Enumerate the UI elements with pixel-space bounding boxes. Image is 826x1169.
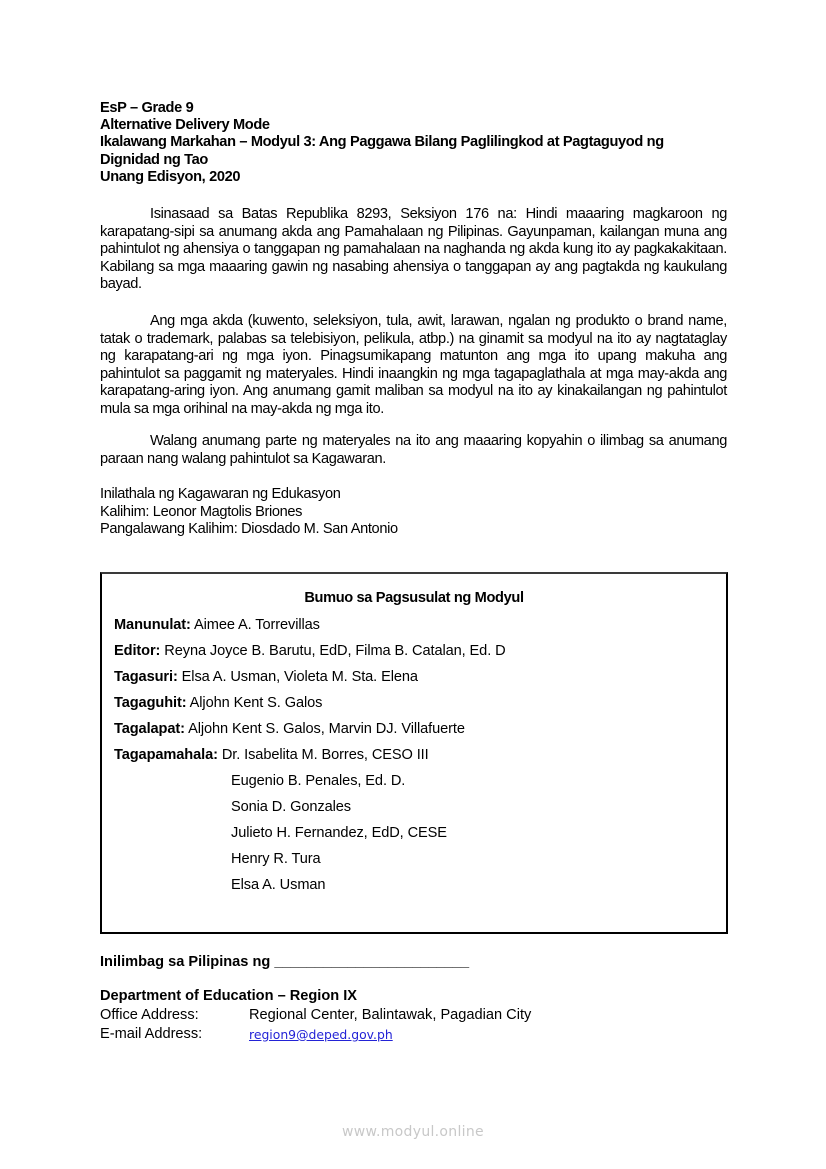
site-watermark: www.modyul.online bbox=[342, 1124, 484, 1140]
credit-value: Dr. Isabelita M. Borres, CESO III bbox=[221, 747, 429, 763]
printed-in-line bbox=[100, 954, 469, 970]
delivery-mode: Alternative Delivery Mode bbox=[100, 117, 270, 134]
credit-row-writer bbox=[114, 616, 506, 642]
credit-value: Reyna Joyce B. Barutu, EdD, Filma B. Catalan, Ed. D bbox=[164, 643, 506, 659]
office-info bbox=[100, 987, 531, 1044]
edition: Unang Edisyon, 2020 bbox=[100, 168, 241, 185]
credit-value: Aljohn Kent S. Galos, Marvin DJ. Villafuerte bbox=[188, 721, 465, 737]
credit-row-editor bbox=[114, 642, 506, 668]
credit-label: Tagalapat: bbox=[114, 721, 185, 737]
undersecretary-line: Pangalawang Kalihim: Diosdado M. San Antonio bbox=[100, 521, 398, 538]
publisher-info bbox=[100, 486, 398, 539]
management-member: Henry R. Tura bbox=[231, 851, 321, 867]
credit-label: Manunulat: bbox=[114, 617, 191, 633]
credit-label: Tagaguhit: bbox=[114, 695, 187, 711]
management-member: Sonia D. Gonzales bbox=[231, 799, 351, 815]
email-row bbox=[100, 1025, 531, 1044]
credits-list bbox=[114, 616, 506, 902]
printed-blank: ________________________ bbox=[274, 954, 470, 970]
management-member: Eugenio B. Penales, Ed. D. bbox=[231, 773, 406, 789]
credit-label: Editor: bbox=[114, 643, 161, 659]
management-member: Elsa A. Usman bbox=[231, 877, 326, 893]
credit-value: Aimee A. Torrevillas bbox=[193, 617, 320, 633]
printed-label: Inilimbag sa Pilipinas ng bbox=[100, 954, 271, 970]
credit-row-reviewer bbox=[114, 668, 506, 694]
email-label: E-mail Address: bbox=[100, 1026, 203, 1042]
credit-row-layout bbox=[114, 720, 506, 746]
module-title-line2: Dignidad ng Tao bbox=[100, 151, 208, 168]
copyright-paragraph: Isinasaad sa Batas Republika 8293, Seksiyon 176 na: Hindi maaaring magkaroon ng karapatang-sipi sa anumang akda ang Pamahalaan ng Pilipinas. Gayunpaman, kailangan muna ang pahintulot ng ahensiya o tanggapan ng pamahalaan na naghanda ng akda kung ito ay pagkakakitaan. Kabilang sa mga maaaring gawin ng nasabing ahensiya o tanggapan ay ang pagtakda ng kaukulang bayad. bbox=[100, 206, 727, 293]
reproduction-paragraph: Walang anumang parte ng materyales na ito ang maaaring kopyahin o ilimbag sa anumang paraan nang walang pahintulot sa Kagawaran. bbox=[100, 433, 727, 467]
credit-value: Elsa A. Usman, Violeta M. Sta. Elena bbox=[181, 669, 418, 685]
office-address-label: Office Address: bbox=[100, 1007, 199, 1023]
credit-row-management bbox=[114, 746, 506, 772]
office-address-row bbox=[100, 1006, 531, 1025]
office-title: Department of Education – Region IX bbox=[100, 988, 358, 1004]
management-member: Julieto H. Fernandez, EdD, CESE bbox=[231, 825, 447, 841]
credit-row-illustrator bbox=[114, 694, 506, 720]
subject-grade: EsP – Grade 9 bbox=[100, 100, 194, 116]
secretary-line: Kalihim: Leonor Magtolis Briones bbox=[100, 503, 303, 520]
module-header bbox=[100, 100, 728, 186]
trademark-paragraph: Ang mga akda (kuwento, seleksiyon, tula, awit, larawan, ngalan ng produkto o brand name, tatak o trademark, palabas sa telebisiyon, pelikula, atbp.) na ginamit sa modyul na ito ay nagtataglay ng karapatang-ari ng mga iyon. Pinagsumikapang matunton ang mga ito upang makuha ang pahintulot sa paggamit ng materyales. Hindi inaangkin ng mga tagapaglathala at mga may-akda ang karapatang-aring iyon. Ang anumang gamit maliban sa modyul na ito ay kinakailangan ng pahintulot mula sa mga orihinal na may-akda ng mga ito. bbox=[100, 313, 727, 417]
credit-label: Tagapamahala: bbox=[114, 747, 218, 763]
email-link[interactable]: region9@deped.gov.ph bbox=[249, 1027, 393, 1042]
module-title-line1: Ikalawang Markahan – Modyul 3: Ang Paggawa Bilang Paglilingkod at Pagtaguyod ng bbox=[100, 134, 664, 151]
credits-title: Bumuo sa Pagsusulat ng Modyul bbox=[304, 590, 524, 606]
credit-value: Aljohn Kent S. Galos bbox=[189, 695, 323, 711]
publisher-line: Inilathala ng Kagawaran ng Edukasyon bbox=[100, 486, 341, 502]
credits-box bbox=[100, 572, 728, 934]
credit-label: Tagasuri: bbox=[114, 669, 178, 685]
office-address-value: Regional Center, Balintawak, Pagadian City bbox=[249, 1007, 532, 1023]
